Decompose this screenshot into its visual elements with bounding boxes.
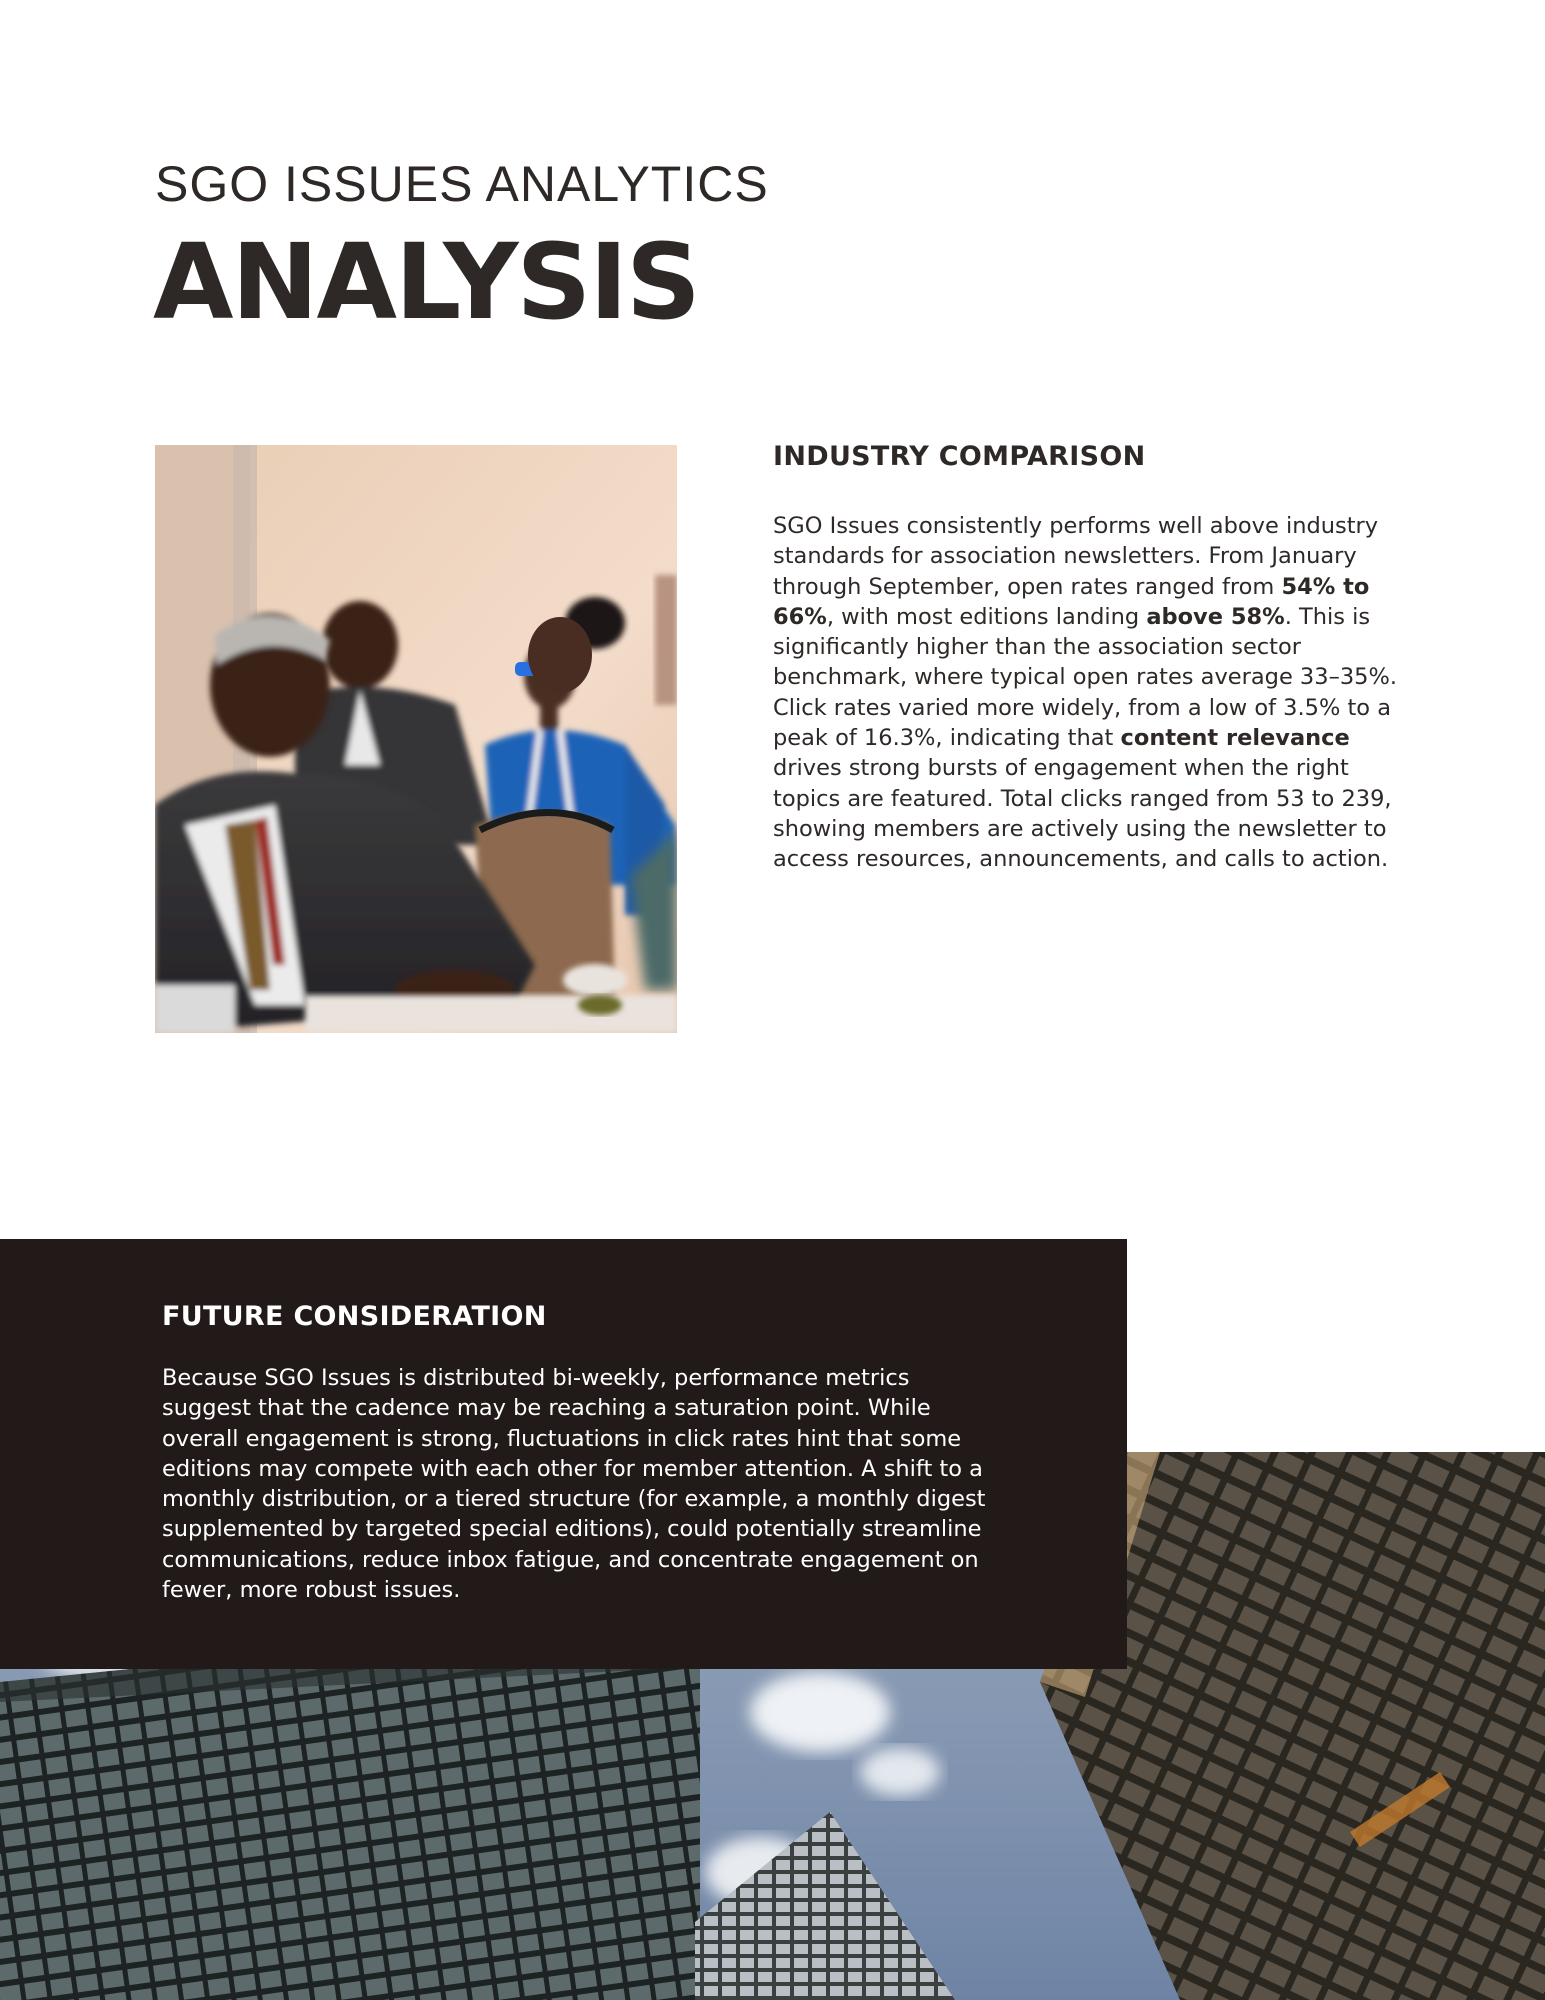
- conference-photo: [155, 445, 677, 1033]
- industry-comparison-body: [773, 511, 1398, 875]
- page-title: ANALYSIS: [153, 221, 699, 343]
- ic-highlight-content-relevance: content relevance: [1120, 725, 1350, 752]
- ic-text-2: , with most editions landing: [826, 603, 1147, 630]
- future-consideration-panel: [0, 1239, 1127, 1669]
- ic-text-3: . This is significantly higher than the association sector benchmark, where typical open rates average 33–35%. Click rates varied more widely, from a low of 3.5% to a peak of 16.3%, indicating that: [773, 603, 1397, 752]
- future-consideration-heading: FUTURE CONSIDERATION: [162, 1301, 547, 1332]
- ic-highlight-open-rate-range: 54% to 66%: [773, 573, 1370, 630]
- future-consideration-body: Because SGO Issues is distributed bi-weekly, performance metrics suggest that the cadence may be reaching a saturation point. While overall engagement is strong, fluctuations in click rates hint that some editions may compete with each other for member attention. A shift to a monthly distribution, or a tiered structure (for example, a monthly digest supplemented by targeted special editions), could potentially streamline communications, reduce inbox fatigue, and concentrate engagement on fewer, more robust issues.: [162, 1365, 986, 1604]
- industry-comparison-heading: INDUSTRY COMPARISON: [773, 441, 1146, 472]
- ic-text-1: SGO Issues consistently performs well above industry standards for association newsletters. From January through September, open rates ranged from: [773, 513, 1379, 600]
- ic-text-4: drives strong bursts of engagement when the right topics are featured. Total clicks ranged from 53 to 239, showing members are actively using the newsletter to access resources, announcements, and calls to action.: [773, 755, 1392, 873]
- page-kicker: SGO ISSUES ANALYTICS: [155, 156, 769, 212]
- ic-highlight-above-58: above 58%: [1146, 603, 1285, 630]
